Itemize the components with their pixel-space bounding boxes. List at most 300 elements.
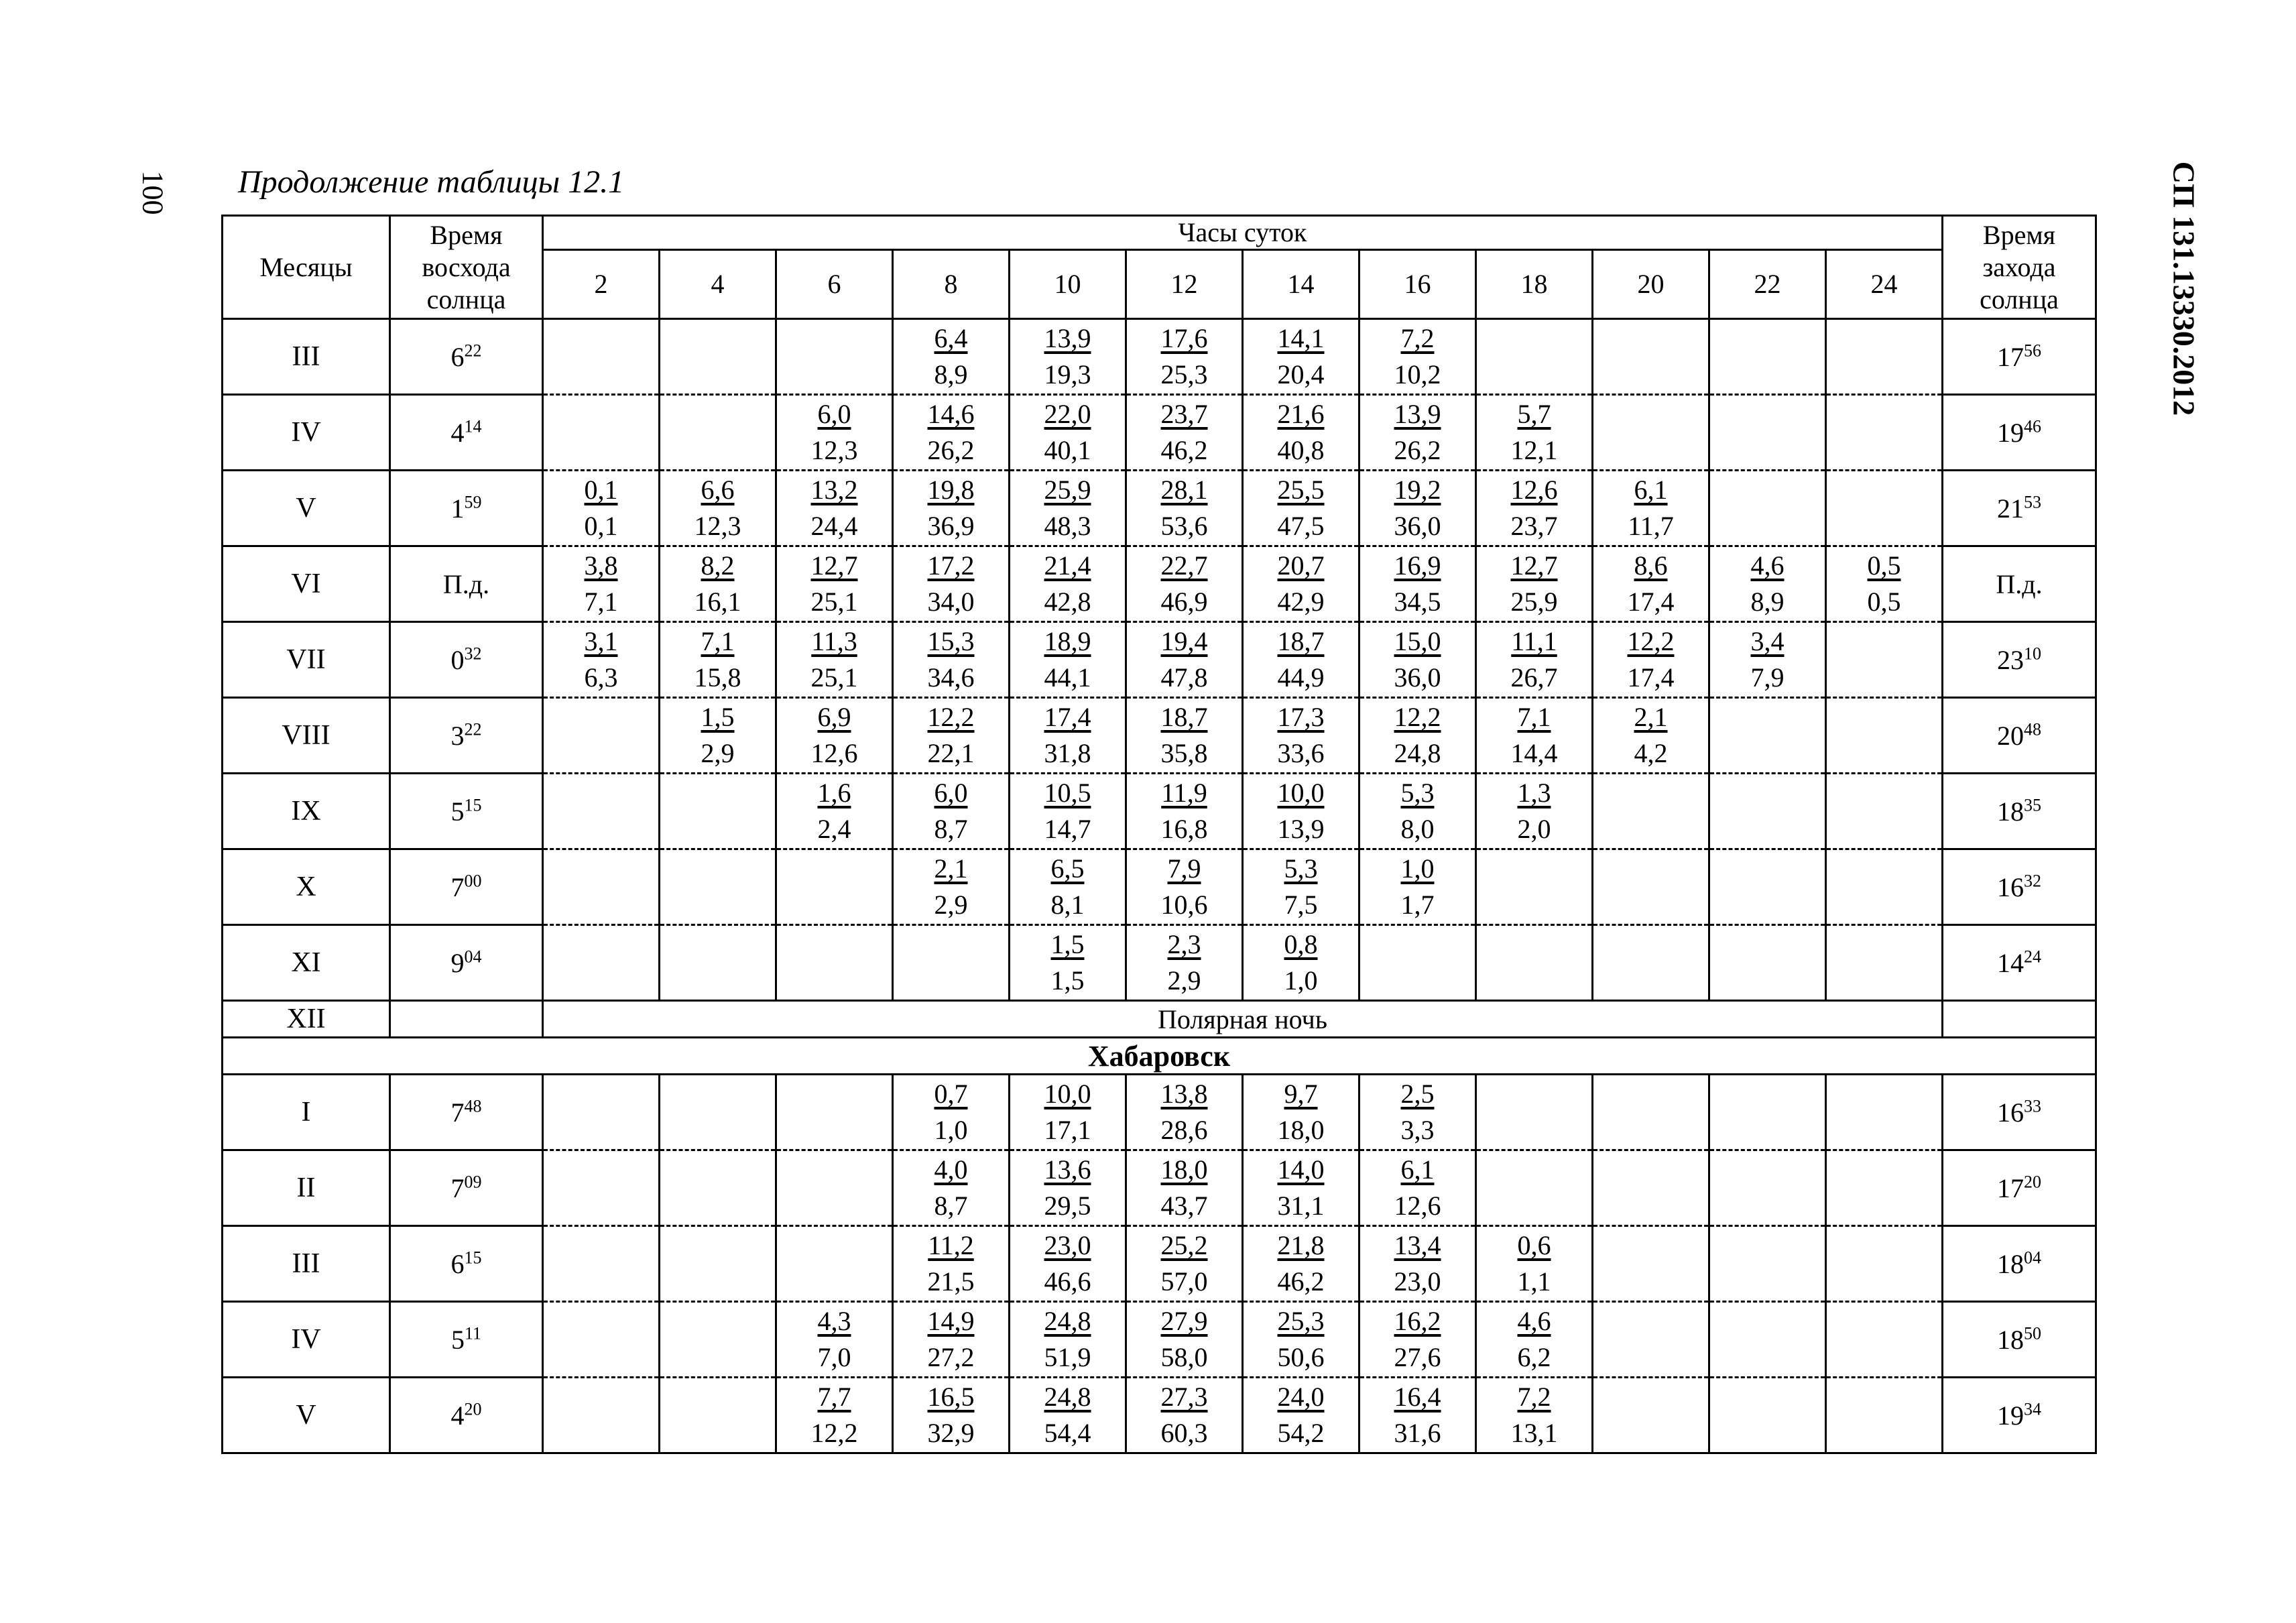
- sunrise-cell-hours: 5: [450, 1324, 465, 1355]
- value-bottom: 10,6: [1160, 890, 1208, 920]
- value-bottom: 60,3: [1160, 1418, 1208, 1448]
- value-bottom: 36,0: [1394, 511, 1441, 541]
- value-top: 6,0: [817, 399, 851, 429]
- sunset-cell-hours: 21: [1997, 493, 2024, 524]
- value-cell: [660, 622, 776, 698]
- value-cell: [1126, 395, 1243, 471]
- hour-column-header: 2: [543, 250, 660, 319]
- value-top: 11,3: [811, 626, 857, 656]
- value-cell: [1593, 1302, 1709, 1378]
- value-top: 13,9: [1044, 323, 1091, 353]
- value-cell: [1010, 1302, 1126, 1378]
- value-cell: [1826, 698, 1943, 774]
- value-cell: [1243, 319, 1360, 395]
- value-bottom: 12,2: [810, 1418, 858, 1448]
- sunset-cell-minutes: 24: [2024, 947, 2041, 967]
- value-cell: [1593, 1150, 1709, 1226]
- value-bottom: 50,6: [1277, 1342, 1325, 1372]
- value-bottom: 18,0: [1277, 1115, 1325, 1145]
- sunrise-cell-hours: 7: [450, 1097, 465, 1128]
- value-cell: [1126, 774, 1243, 849]
- sunrise-cell-hours: 1: [450, 493, 465, 524]
- value-bottom: 8,9: [934, 359, 968, 389]
- value-cell: [776, 471, 893, 546]
- value-top: 9,7: [1284, 1079, 1318, 1109]
- value-bottom: 28,6: [1160, 1115, 1208, 1145]
- month-cell: V: [223, 471, 390, 546]
- value-bottom: 13,1: [1510, 1418, 1558, 1448]
- value-bottom: 17,4: [1627, 662, 1675, 693]
- value-top: 10,0: [1044, 1079, 1091, 1109]
- value-cell: [1010, 319, 1126, 395]
- value-cell: [1243, 1226, 1360, 1302]
- value-top: 8,2: [701, 550, 735, 581]
- sunrise-cell-hours: П.д.: [442, 568, 490, 599]
- value-bottom: 22,1: [927, 738, 975, 768]
- value-cell: [1709, 774, 1826, 849]
- hour-column-header: 4: [660, 250, 776, 319]
- value-cell: [1826, 1150, 1943, 1226]
- value-cell: [1476, 774, 1593, 849]
- value-cell: [1126, 319, 1243, 395]
- sunset-cell-minutes: 33: [2024, 1096, 2041, 1116]
- value-cell: [1360, 698, 1476, 774]
- value-bottom: 54,4: [1044, 1418, 1091, 1448]
- value-cell: [1360, 395, 1476, 471]
- value-top: 13,6: [1044, 1154, 1091, 1185]
- sunrise-cell-minutes: 48: [464, 1096, 482, 1116]
- value-top: 11,2: [928, 1230, 974, 1260]
- value-cell: [776, 1302, 893, 1378]
- sunrise-cell: [390, 546, 543, 622]
- value-bottom: 27,2: [927, 1342, 975, 1372]
- value-top: 23,7: [1160, 399, 1208, 429]
- value-cell: [543, 1302, 660, 1378]
- sunrise-cell-minutes: 00: [464, 871, 482, 891]
- value-cell: [543, 925, 660, 1001]
- hour-column-header: 10: [1010, 250, 1126, 319]
- value-cell: [1593, 774, 1709, 849]
- value-top: 3,8: [584, 550, 618, 581]
- polar-night-label: Полярная ночь: [543, 1001, 1943, 1038]
- sunrise-cell: [390, 1378, 543, 1453]
- table-caption: Продолжение таблицы 12.1: [238, 164, 625, 200]
- value-cell: [1010, 622, 1126, 698]
- value-cell: [1243, 471, 1360, 546]
- sunset-cell: [1943, 698, 2096, 774]
- sunset-cell-hours: П.д.: [1996, 568, 2043, 599]
- hour-column-header: 18: [1476, 250, 1593, 319]
- value-top: 0,6: [1517, 1230, 1551, 1260]
- value-bottom: 6,3: [584, 662, 618, 693]
- value-cell: [543, 774, 660, 849]
- sunrise-cell-hours: 3: [450, 720, 465, 751]
- value-cell: [1243, 774, 1360, 849]
- value-top: 20,7: [1277, 550, 1325, 581]
- value-cell: [1126, 849, 1243, 925]
- sunset-header: Время захода солнца: [1943, 216, 2096, 319]
- value-top: 3,4: [1750, 626, 1785, 656]
- value-top: 1,5: [701, 702, 735, 732]
- sunrise-cell-minutes: 09: [464, 1172, 482, 1192]
- value-cell: [1593, 319, 1709, 395]
- month-cell: VIII: [223, 698, 390, 774]
- value-cell: [1826, 622, 1943, 698]
- value-top: 7,1: [1517, 702, 1551, 732]
- value-top: 19,8: [927, 475, 975, 505]
- value-cell: [1826, 925, 1943, 1001]
- value-cell: [543, 622, 660, 698]
- value-top: 8,6: [1634, 550, 1668, 581]
- value-bottom: 2,9: [934, 890, 968, 920]
- sunset-cell-minutes: 10: [2024, 644, 2041, 664]
- value-bottom: 14,4: [1510, 738, 1558, 768]
- value-cell: [893, 849, 1010, 925]
- value-cell: [1010, 1075, 1126, 1150]
- value-cell: [1826, 1302, 1943, 1378]
- value-bottom: 16,1: [694, 587, 741, 617]
- value-cell: [1826, 319, 1943, 395]
- value-cell: [660, 1378, 776, 1453]
- value-top: 12,6: [1510, 475, 1558, 505]
- sunrise-cell-minutes: 15: [464, 795, 482, 815]
- value-cell: [1243, 1378, 1360, 1453]
- value-cell: [1593, 698, 1709, 774]
- value-top: 13,8: [1160, 1079, 1208, 1109]
- value-cell: [1010, 774, 1126, 849]
- table-row: [223, 1226, 2096, 1302]
- table-row: [223, 546, 2096, 622]
- value-cell: [1126, 1075, 1243, 1150]
- value-top: 12,2: [927, 702, 975, 732]
- value-cell: [1826, 1378, 1943, 1453]
- value-cell: [1476, 1302, 1593, 1378]
- page-number: 100: [136, 170, 170, 215]
- value-bottom: 57,0: [1160, 1266, 1208, 1297]
- value-bottom: 2,9: [701, 738, 735, 768]
- value-cell: [893, 1150, 1010, 1226]
- value-cell: [543, 1378, 660, 1453]
- value-cell: [543, 471, 660, 546]
- sunrise-cell: [390, 1302, 543, 1378]
- value-top: 21,6: [1277, 399, 1325, 429]
- value-bottom: 3,3: [1400, 1115, 1435, 1145]
- value-cell: [1709, 319, 1826, 395]
- value-cell: [660, 774, 776, 849]
- month-cell: IX: [223, 774, 390, 849]
- value-bottom: 35,8: [1160, 738, 1208, 768]
- value-top: 25,2: [1160, 1230, 1208, 1260]
- value-top: 11,1: [1511, 626, 1557, 656]
- value-top: 19,4: [1160, 626, 1208, 656]
- value-cell: [1126, 1226, 1243, 1302]
- value-cell: [660, 698, 776, 774]
- value-bottom: 33,6: [1277, 738, 1325, 768]
- value-cell: [543, 1150, 660, 1226]
- value-top: 12,7: [1510, 550, 1558, 581]
- value-top: 22,0: [1044, 399, 1091, 429]
- sunset-cell: [1943, 849, 2096, 925]
- value-cell: [1709, 622, 1826, 698]
- value-bottom: 0,1: [584, 511, 618, 541]
- value-bottom: 12,3: [810, 435, 858, 465]
- sunrise-cell-hours: 0: [450, 644, 465, 675]
- value-bottom: 16,8: [1160, 814, 1208, 844]
- sunrise-cell: [390, 925, 543, 1001]
- sunrise-cell-hours: 9: [450, 947, 465, 978]
- value-bottom: 42,9: [1277, 587, 1325, 617]
- month-cell: V: [223, 1378, 390, 1453]
- value-bottom: 1,0: [934, 1115, 968, 1145]
- value-top: 16,9: [1394, 550, 1441, 581]
- value-cell: [776, 1075, 893, 1150]
- value-cell: [1709, 471, 1826, 546]
- value-cell: [1243, 1302, 1360, 1378]
- value-cell: [1826, 1226, 1943, 1302]
- table-row: [223, 1075, 2096, 1150]
- value-cell: [1243, 395, 1360, 471]
- value-cell: [660, 925, 776, 1001]
- value-cell: [1243, 1150, 1360, 1226]
- value-bottom: 25,3: [1160, 359, 1208, 389]
- sunrise-cell-minutes: 15: [464, 1248, 482, 1268]
- value-bottom: 8,9: [1750, 587, 1785, 617]
- value-bottom: 25,9: [1510, 587, 1558, 617]
- value-cell: [660, 1302, 776, 1378]
- hour-column-header: 16: [1360, 250, 1476, 319]
- value-bottom: 10,2: [1394, 359, 1441, 389]
- value-top: 14,6: [927, 399, 975, 429]
- value-top: 5,3: [1284, 853, 1318, 884]
- value-top: 16,4: [1394, 1382, 1441, 1412]
- value-bottom: 2,4: [817, 814, 851, 844]
- value-top: 6,1: [1634, 475, 1668, 505]
- value-bottom: 23,0: [1394, 1266, 1441, 1297]
- value-cell: [1593, 546, 1709, 622]
- value-cell: [1476, 1378, 1593, 1453]
- sunrise-cell-minutes: 04: [464, 947, 482, 967]
- value-bottom: 43,7: [1160, 1191, 1208, 1221]
- value-cell: [1593, 1226, 1709, 1302]
- value-bottom: 2,9: [1167, 965, 1201, 996]
- sunrise-cell: [390, 849, 543, 925]
- value-cell: [660, 1075, 776, 1150]
- value-top: 12,2: [1627, 626, 1675, 656]
- value-bottom: 12,1: [1510, 435, 1558, 465]
- value-cell: [543, 395, 660, 471]
- value-top: 17,3: [1277, 702, 1325, 732]
- value-bottom: 19,3: [1044, 359, 1091, 389]
- value-cell: [1010, 1378, 1126, 1453]
- value-cell: [776, 319, 893, 395]
- value-top: 5,3: [1400, 778, 1435, 808]
- sunrise-header: Время восхода солнца: [390, 216, 543, 319]
- hours-header: Часы суток: [543, 216, 1943, 250]
- value-bottom: 34,6: [927, 662, 975, 693]
- table-row: [223, 925, 2096, 1001]
- value-cell: [1360, 774, 1476, 849]
- value-cell: [1709, 849, 1826, 925]
- table-row: [223, 395, 2096, 471]
- value-top: 1,5: [1050, 929, 1085, 959]
- sunset-cell-minutes: 35: [2024, 795, 2041, 815]
- sunset-cell-hours: 19: [1997, 417, 2024, 448]
- value-cell: [1826, 471, 1943, 546]
- value-cell: [1476, 546, 1593, 622]
- sunset-cell: [1943, 471, 2096, 546]
- sunset-cell-minutes: 46: [2024, 416, 2041, 436]
- value-top: 7,7: [817, 1382, 851, 1412]
- value-cell: [1826, 1075, 1943, 1150]
- value-top: 4,3: [817, 1306, 851, 1336]
- sunset-cell: [1943, 925, 2096, 1001]
- value-top: 13,9: [1394, 399, 1441, 429]
- value-cell: [1593, 471, 1709, 546]
- value-bottom: 46,9: [1160, 587, 1208, 617]
- value-bottom: 26,7: [1510, 662, 1558, 693]
- value-bottom: 1,7: [1400, 890, 1435, 920]
- value-cell: [1243, 622, 1360, 698]
- value-cell: [893, 319, 1010, 395]
- value-bottom: 7,5: [1284, 890, 1318, 920]
- value-bottom: 46,2: [1160, 435, 1208, 465]
- value-cell: [1243, 1075, 1360, 1150]
- value-cell: [1476, 319, 1593, 395]
- sunset-cell-hours: 18: [1997, 1248, 2024, 1279]
- value-top: 6,9: [817, 702, 851, 732]
- sunrise-cell: [390, 698, 543, 774]
- value-bottom: 25,1: [810, 662, 858, 693]
- value-cell: [893, 622, 1010, 698]
- value-bottom: 8,7: [934, 1191, 968, 1221]
- value-top: 15,0: [1394, 626, 1441, 656]
- value-cell: [1360, 319, 1476, 395]
- value-cell: [1126, 471, 1243, 546]
- sunrise-cell: [390, 1001, 543, 1038]
- table-row: [223, 698, 2096, 774]
- city-header-row: [223, 1038, 2096, 1075]
- month-cell: XII: [223, 1001, 390, 1038]
- value-top: 5,7: [1517, 399, 1551, 429]
- value-cell: [1360, 1150, 1476, 1226]
- value-cell: [1476, 1150, 1593, 1226]
- month-cell: VI: [223, 546, 390, 622]
- table-row: [223, 319, 2096, 395]
- value-cell: [776, 546, 893, 622]
- value-cell: [1709, 925, 1826, 1001]
- value-cell: [1010, 546, 1126, 622]
- header-row-top: [223, 216, 2096, 250]
- value-bottom: 46,6: [1044, 1266, 1091, 1297]
- value-cell: [1826, 395, 1943, 471]
- value-cell: [1360, 546, 1476, 622]
- value-cell: [1126, 1378, 1243, 1453]
- value-bottom: 54,2: [1277, 1418, 1325, 1448]
- sunrise-cell-minutes: 20: [464, 1399, 482, 1419]
- sunset-cell-minutes: 50: [2024, 1323, 2041, 1343]
- value-bottom: 31,6: [1394, 1418, 1441, 1448]
- value-bottom: 0,5: [1867, 587, 1901, 617]
- sunrise-cell-minutes: 22: [464, 341, 482, 361]
- value-bottom: 21,5: [927, 1266, 975, 1297]
- value-top: 18,0: [1160, 1154, 1208, 1185]
- value-bottom: 53,6: [1160, 511, 1208, 541]
- table-row: [223, 1378, 2096, 1453]
- table-row: [223, 774, 2096, 849]
- value-top: 11,9: [1161, 778, 1207, 808]
- value-bottom: 12,6: [1394, 1191, 1441, 1221]
- value-cell: [1476, 925, 1593, 1001]
- value-top: 4,0: [934, 1154, 968, 1185]
- value-top: 25,5: [1277, 475, 1325, 505]
- sunrise-cell-hours: 7: [450, 1173, 465, 1203]
- sunset-cell-minutes: 04: [2024, 1248, 2041, 1268]
- value-cell: [543, 1075, 660, 1150]
- value-bottom: 4,2: [1634, 738, 1668, 768]
- value-cell: [1476, 471, 1593, 546]
- hour-column-header: 8: [893, 250, 1010, 319]
- months-header: Месяцы: [223, 216, 390, 319]
- value-cell: [1010, 1150, 1126, 1226]
- value-cell: [1010, 925, 1126, 1001]
- value-bottom: 7,1: [584, 587, 618, 617]
- value-cell: [1360, 1302, 1476, 1378]
- value-top: 19,2: [1394, 475, 1441, 505]
- value-cell: [543, 849, 660, 925]
- value-cell: [543, 1226, 660, 1302]
- month-cell: IV: [223, 1302, 390, 1378]
- value-cell: [1126, 1150, 1243, 1226]
- value-cell: [1360, 849, 1476, 925]
- value-cell: [1010, 1226, 1126, 1302]
- value-top: 0,1: [584, 475, 618, 505]
- value-cell: [1593, 1075, 1709, 1150]
- sunrise-cell-hours: 4: [450, 1400, 465, 1431]
- sunrise-cell: [390, 395, 543, 471]
- value-top: 16,5: [927, 1382, 975, 1412]
- value-cell: [1709, 698, 1826, 774]
- hour-column-header: 6: [776, 250, 893, 319]
- value-top: 2,5: [1400, 1079, 1435, 1109]
- value-cell: [543, 546, 660, 622]
- table-row: [223, 622, 2096, 698]
- sunset-cell-hours: 23: [1997, 644, 2024, 675]
- month-cell: II: [223, 1150, 390, 1226]
- value-bottom: 7,9: [1750, 662, 1785, 693]
- value-cell: [1360, 1075, 1476, 1150]
- value-cell: [776, 774, 893, 849]
- value-top: 21,8: [1277, 1230, 1325, 1260]
- value-bottom: 31,1: [1277, 1191, 1325, 1221]
- value-cell: [1126, 546, 1243, 622]
- value-top: 7,2: [1400, 323, 1435, 353]
- sunset-cell-minutes: 20: [2024, 1172, 2041, 1192]
- value-cell: [893, 546, 1010, 622]
- value-cell: [543, 698, 660, 774]
- value-cell: [1360, 1226, 1476, 1302]
- sunrise-cell: [390, 1150, 543, 1226]
- sunset-cell: [1943, 1001, 2096, 1038]
- sunrise-cell-hours: 7: [450, 871, 465, 902]
- value-top: 18,7: [1160, 702, 1208, 732]
- value-cell: [776, 849, 893, 925]
- value-cell: [1126, 622, 1243, 698]
- value-top: 23,0: [1044, 1230, 1091, 1260]
- value-cell: [1243, 925, 1360, 1001]
- value-bottom: 23,7: [1510, 511, 1558, 541]
- value-bottom: 27,6: [1394, 1342, 1441, 1372]
- sunset-cell-hours: 17: [1997, 1173, 2024, 1203]
